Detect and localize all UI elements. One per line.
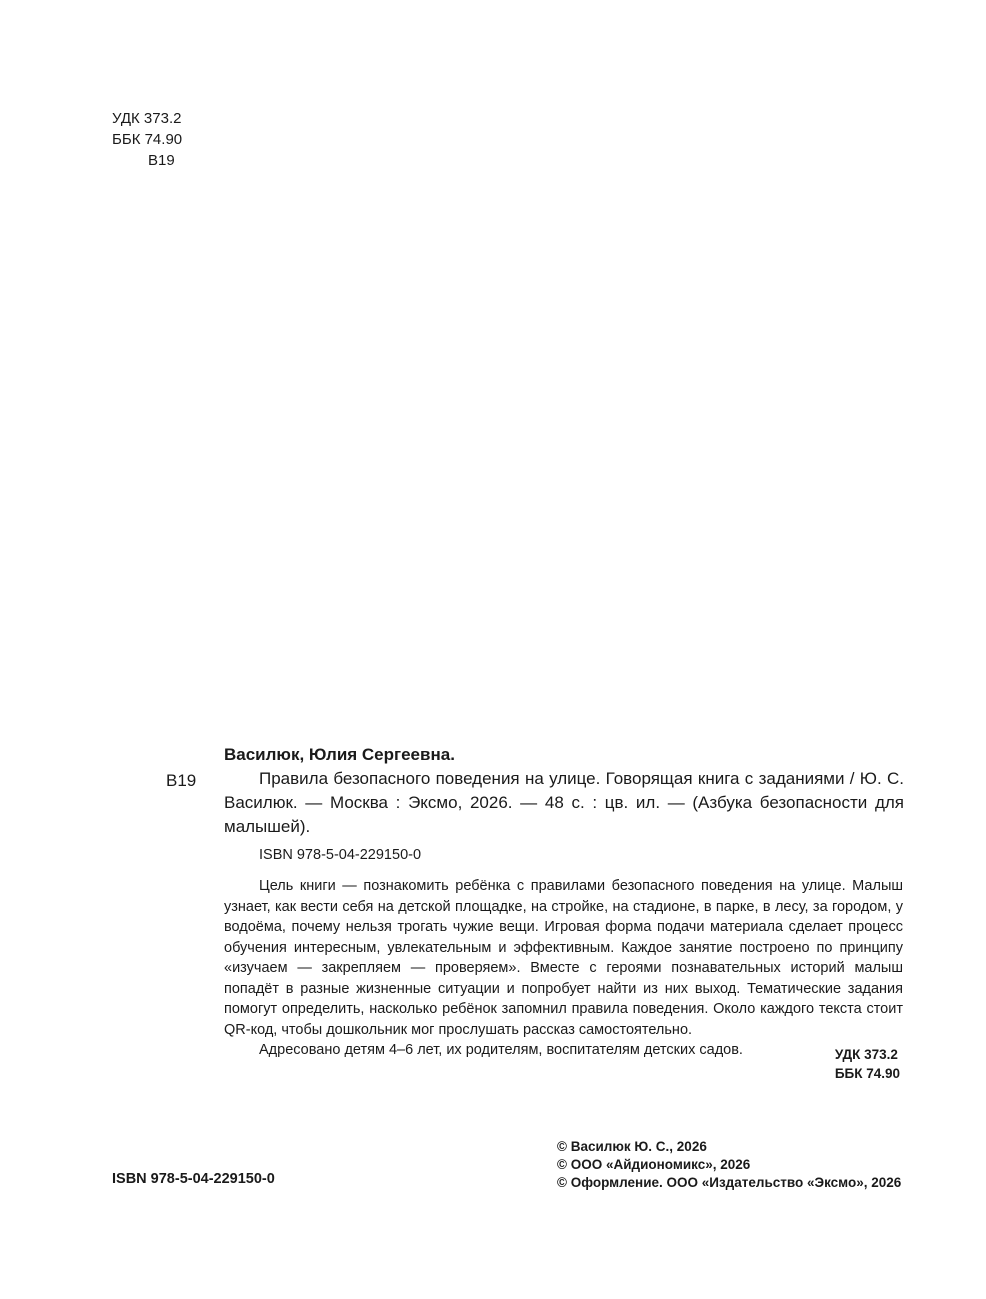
record-annotation-block bbox=[224, 876, 903, 1061]
audience-text: Адресовано детям 4–6 лет, их родителям, воспитателям детских садов. bbox=[259, 1042, 743, 1058]
footer-isbn: ISBN 978-5-04-229150-0 bbox=[112, 1171, 275, 1187]
copyright-author: © Василюк Ю. С., 2026 bbox=[557, 1139, 707, 1154]
header-author-mark: В19 bbox=[148, 152, 175, 169]
copyright-block bbox=[557, 1138, 901, 1192]
record-author-heading: Василюк, Юлия Сергеевна. bbox=[224, 745, 455, 764]
header-classification-codes bbox=[112, 108, 182, 171]
record-author-mark: В19 bbox=[166, 771, 197, 790]
annotation-text: Цель книги — познакомить ребёнка с правилами безопасного поведения на улице. Малыш узнает, как вести себя на детской площадке, на стройке, на стадионе, в парке, в лесу, за городом, у водоёма, почему нельзя трогать чужие вещи. Игровая форма подачи материала сделает процесс обучения интересным, увлекательным и эффективным. Каждое занятие построено по принципу «изучаем — закрепляем — проверяем». Вместе с героями познавательных историй малыш попадёт в разные жизненные ситуации и попробует найти из них выход. Тематические задания помогут определить, насколько ребёнок запомнил правила поведения. Около каждого текста стоит QR-код, чтобы дошкольник мог прослушать рассказ самостоятельно. bbox=[224, 878, 903, 1038]
header-bbk: ББК 74.90 bbox=[112, 131, 183, 148]
copyright-company: © ООО «Айдиономикс», 2026 bbox=[557, 1157, 751, 1172]
record-classification-codes bbox=[835, 1045, 900, 1083]
record-bbk: ББК 74.90 bbox=[834, 1066, 900, 1081]
record-udk: УДК 373.2 bbox=[834, 1047, 898, 1062]
record-isbn: ISBN 978-5-04-229150-0 bbox=[259, 847, 422, 863]
header-udk: УДК 373.2 bbox=[112, 110, 182, 127]
record-description: Правила безопасного поведения на улице. Говорящая книга с заданиями / Ю. С. Василюк. — Москва : Эксмо, 2026. — 48 с. : цв. ил. — (Азбука безопасности для малышей). bbox=[224, 769, 904, 836]
copyright-publisher: © Оформление. ООО «Издательство «Эксмо», 2026 bbox=[557, 1175, 902, 1190]
